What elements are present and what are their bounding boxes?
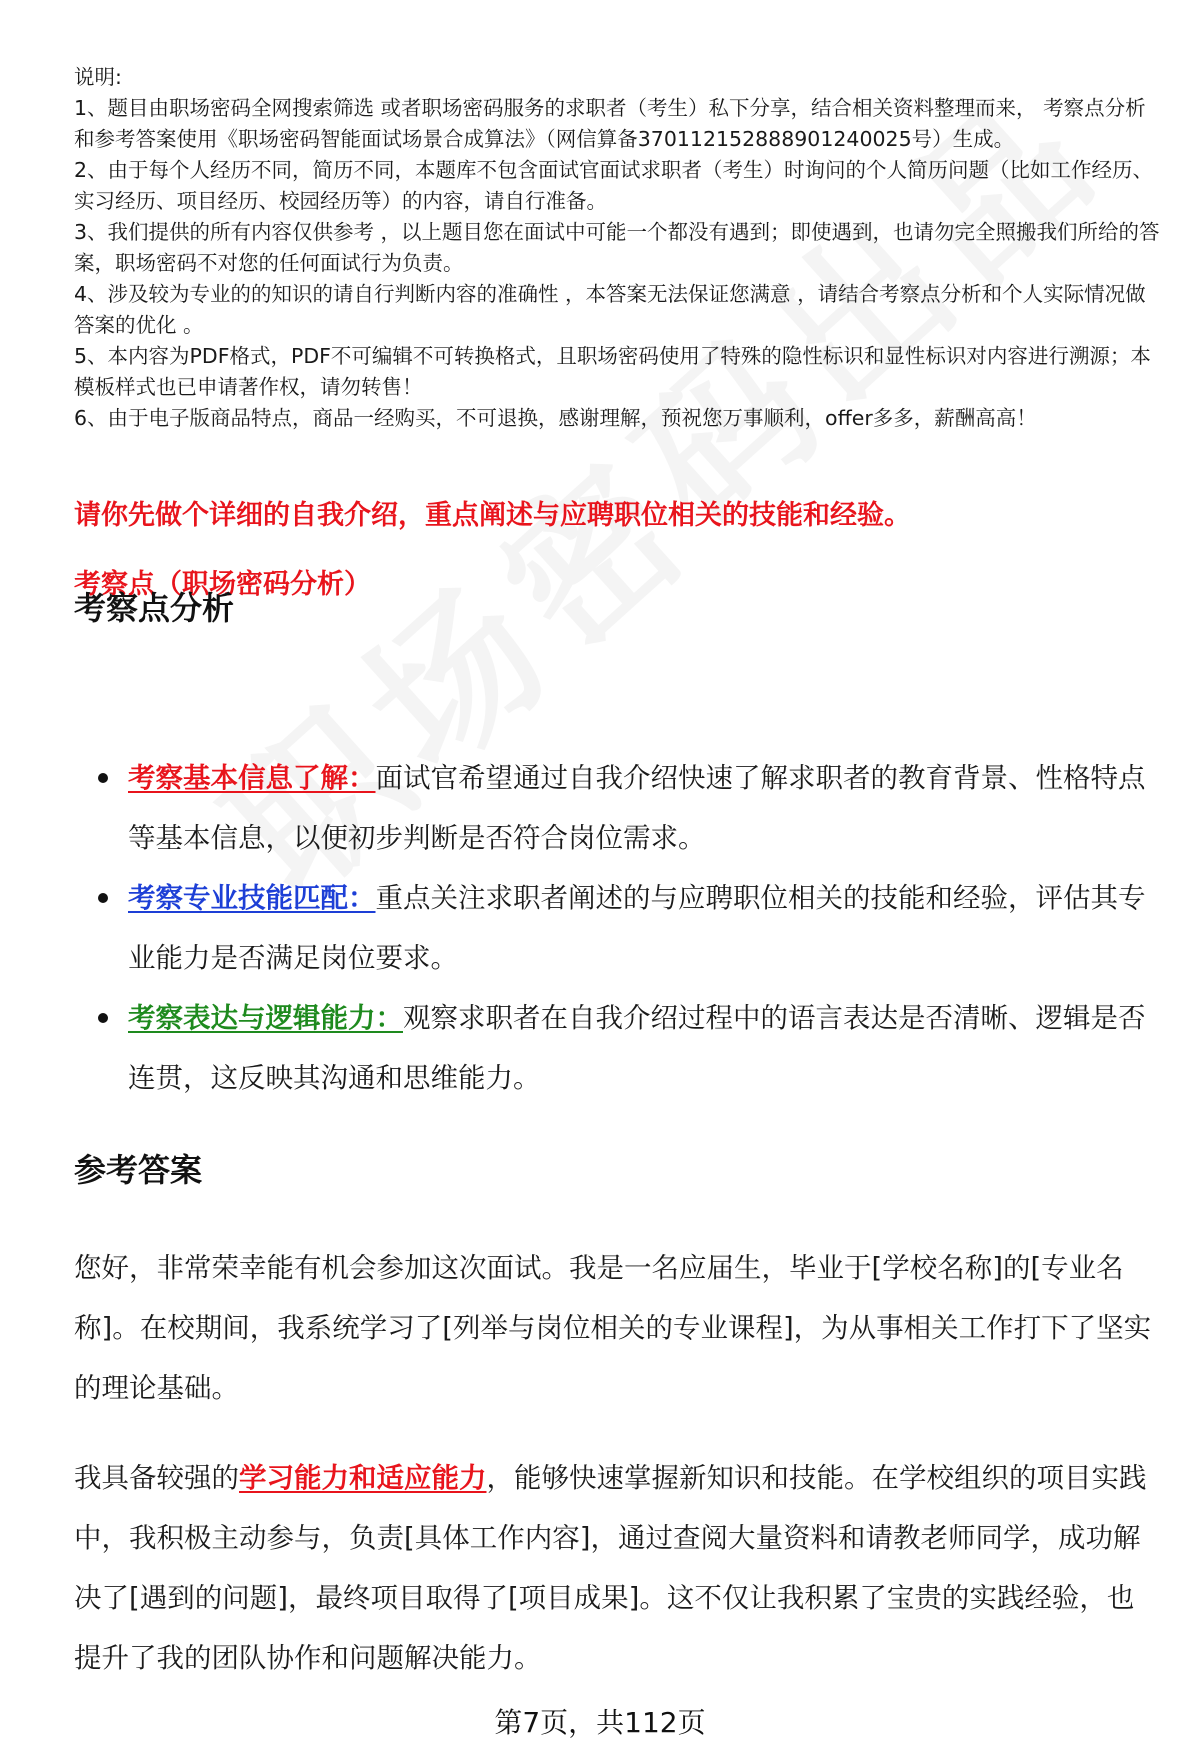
analysis-keyword: 考察表达与逻辑能力： <box>128 1002 403 1034</box>
disclaimer-notes <box>74 62 1160 434</box>
note-item: 6、由于电子版商品特点，商品一经购买，不可退换，感谢理解，预祝您万事顺利，offer多多，薪酬高高！ <box>74 406 1037 430</box>
analysis-keyword: 考察基本信息了解： <box>128 762 376 794</box>
answer-paragraph-1: 您好，非常荣幸能有机会参加这次面试。我是一名应届生，毕业于[学校名称]的[专业名称]。在校期间，我系统学习了[列举与岗位相关的专业课程]，为从事相关工作打下了坚实的理论基础。 <box>74 1252 1152 1404</box>
analysis-item <box>74 748 1154 868</box>
analysis-text: 重点关注求职者阐述的与应聘职位相关的技能和经验，评估其专业能力是否满足岗位要求。 <box>128 882 1146 974</box>
analysis-text: 观察求职者在自我介绍过程中的语言表达是否清晰、逻辑是否连贯，这反映其沟通和思维能力。 <box>128 1002 1146 1094</box>
notes-title: 说明: <box>74 65 122 89</box>
analysis-heading: 考察点分析 <box>74 589 235 627</box>
analysis-label: 考察点（职场密码分析） <box>74 569 371 600</box>
analysis-item <box>74 988 1154 1108</box>
analysis-list <box>74 748 1154 1108</box>
answer-text: 我具备较强的 <box>74 1462 239 1494</box>
bullet-icon <box>98 773 108 783</box>
bullet-icon <box>98 1013 108 1023</box>
analysis-text: 面试官希望通过自我介绍快速了解求职者的教育背景、性格特点等基本信息，以便初步判断是否符合岗位需求。 <box>128 762 1146 854</box>
note-item: 1、题目由职场密码全网搜索筛选 或者职场密码服务的求职者（考生）私下分享，结合相关资料整理而来， 考察点分析和参考答案使用《职场密码智能面试场景合成算法》（网信算备370112152888901240025号）生成。 <box>74 96 1146 151</box>
page-footer: 第7页，共112页 <box>494 1706 706 1739</box>
note-item: 3、我们提供的所有内容仅供参考 ，以上题目您在面试中可能一个都没有遇到；即使遇到，也请勿完全照搬我们所给的答案，职场密码不对您的任何面试行为负责。 <box>74 220 1160 275</box>
interview-question: 请你先做个详细的自我介绍，重点阐述与应聘职位相关的技能和经验。 <box>74 500 911 531</box>
analysis-item <box>74 868 1154 988</box>
answer-text: ，能够快速掌握新知识和技能。在学校组织的项目实践中，我积极主动参与，负责[具体工作内容]，通过查阅大量资料和请教老师同学，成功解决了[遇到的问题]，最终项目取得了[项目成果]。这不仅让我积累了宝贵的实践经验，也提升了我的团队协作和问题解决能力。 <box>74 1462 1147 1674</box>
note-item: 5、本内容为PDF格式，PDF不可编辑不可转换格式，且职场密码使用了特殊的隐性标识和显性标识对内容进行溯源；本模板样式也已申请著作权，请勿转售！ <box>74 344 1151 399</box>
answer-paragraph-2 <box>74 1448 1160 1688</box>
analysis-keyword: 考察专业技能匹配： <box>128 882 376 914</box>
note-item: 2、由于每个人经历不同，简历不同，本题库不包含面试官面试求职者（考生）时询问的个人简历问题（比如工作经历、实习经历、项目经历、校园经历等）的内容，请自行准备。 <box>74 158 1154 213</box>
answer-heading: 参考答案 <box>74 1151 203 1189</box>
answer-highlight: 学习能力和适应能力 <box>239 1462 487 1494</box>
bullet-icon <box>98 893 108 903</box>
note-item: 4、涉及较为专业的的知识的请自行判断内容的准确性 ，本答案无法保证您满意 ，请结合考察点分析和个人实际情况做答案的优化 。 <box>74 282 1146 337</box>
